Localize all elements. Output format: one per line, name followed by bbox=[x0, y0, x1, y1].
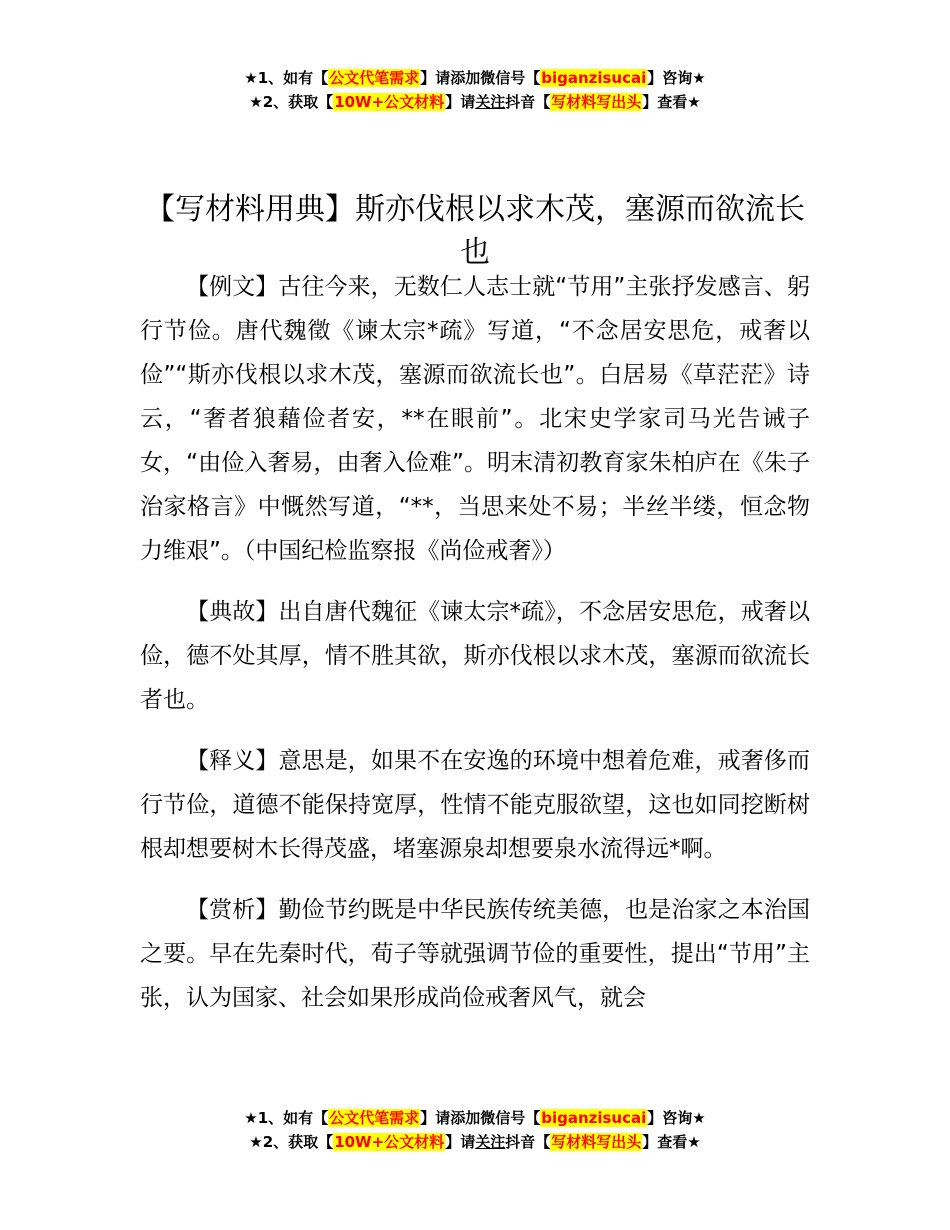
paragraph-allusion: 【典故】出自唐代魏征《谏太宗*疏》，不念居安思危，戒奢以俭，德不处其厚，情不胜其欲，斯亦伐根以求木茂，塞源而欲流长者也。 bbox=[140, 599, 810, 713]
highlight-douyin-account: 写材料写出头 bbox=[551, 93, 642, 111]
highlight-wechat-id: biganzisucai bbox=[541, 69, 647, 87]
banner-line-1: ★1、如有【公文代笔需求】请添加微信号【biganzisucai】咨询★ bbox=[244, 1109, 706, 1127]
highlight-materials: 10W+公文材料 bbox=[334, 93, 445, 111]
paragraph-example: 【例文】古往今来，无数仁人志士就“节用”主张抒发感言、躬行节俭。唐代魏徵《谏太宗*疏》写道，“不念居安思危，戒奢以俭”“斯亦伐根以求木茂，塞源而欲流长也”。白居易《草茫茫》诗云，“奢者狼藉俭者安，**在眼前”。北宋史学家司马光告诫子女，“由俭入奢易，由奢入俭难”。明末清初教育家朱柏庐在《朱子治家格言》中慨然写道，“**，当思来处不易；半丝半缕，恒念物力维艰”。（中国纪检监察报《尚俭戒奢》） bbox=[140, 274, 810, 564]
document-title: 【写材料用典】斯亦伐根以求木茂，塞源而欲流长也 bbox=[145, 192, 805, 271]
underlined-follow: 关注 bbox=[475, 93, 506, 111]
document-body bbox=[140, 265, 810, 1037]
banner-line-2: ★2、获取【10W+公文材料】请关注抖音【写材料写出头】查看★ bbox=[249, 93, 701, 111]
footer-banner bbox=[0, 1106, 950, 1154]
highlight-service: 公文代笔需求 bbox=[329, 69, 420, 87]
paragraph-explanation: 【释义】意思是，如果不在安逸的环境中想着危难，戒奢侈而行节俭，道德不能保持宽厚，性情不能克服欲望，这也如同挖断树根却想要树木长得茂盛，堵塞源泉却想要泉水流得远*啊。 bbox=[140, 748, 810, 862]
header-banner bbox=[0, 66, 950, 114]
highlight-service: 公文代笔需求 bbox=[329, 1109, 420, 1127]
highlight-wechat-id: biganzisucai bbox=[541, 1109, 647, 1127]
banner-line-2: ★2、获取【10W+公文材料】请关注抖音【写材料写出头】查看★ bbox=[249, 1133, 701, 1151]
banner-line-1: ★1、如有【公文代笔需求】请添加微信号【biganzisucai】咨询★ bbox=[244, 69, 706, 87]
highlight-douyin-account: 写材料写出头 bbox=[551, 1133, 642, 1151]
paragraph-appreciation: 【赏析】勤俭节约既是中华民族传统美德，也是治家之本治国之要。早在先秦时代，荀子等就强调节俭的重要性，提出“节用”主张，认为国家、社会如果形成尚俭戒奢风气，就会 bbox=[140, 897, 810, 1011]
highlight-materials: 10W+公文材料 bbox=[334, 1133, 445, 1151]
underlined-follow: 关注 bbox=[475, 1133, 506, 1151]
